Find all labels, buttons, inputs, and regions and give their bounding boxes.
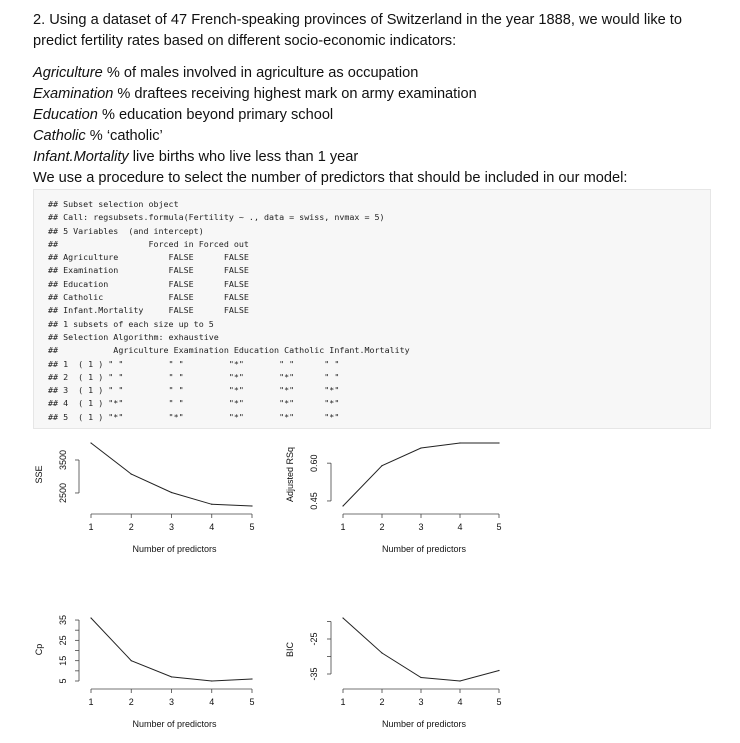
data-point bbox=[251, 505, 252, 506]
x-tick-label: 3 bbox=[168, 522, 175, 532]
x-tick-label: 1 bbox=[88, 697, 94, 707]
y-tick-label: 3500 bbox=[57, 449, 68, 471]
data-point bbox=[342, 505, 343, 506]
code-line: ## Call: regsubsets.formula(Fertility ~ ., data = swiss, nvmax = 5) bbox=[48, 212, 385, 223]
code-output-block bbox=[33, 189, 711, 429]
y-tick-label: 0.60 bbox=[308, 454, 319, 472]
data-point bbox=[381, 652, 382, 653]
y-tick-label: 0.45 bbox=[308, 492, 319, 510]
code-line: ## 1 ( 1 ) " " " " "*" " " " " bbox=[48, 358, 340, 369]
variable-catholic bbox=[33, 126, 477, 147]
data-point bbox=[211, 680, 212, 681]
variable-education bbox=[33, 105, 477, 126]
code-line: ## Education FALSE FALSE bbox=[48, 278, 249, 289]
y-axis-label: SSE bbox=[34, 465, 44, 484]
code-line: ## 1 subsets of each size up to 5 bbox=[48, 318, 214, 329]
code-line: ## Subset selection object bbox=[48, 199, 179, 209]
data-point bbox=[381, 465, 382, 466]
x-tick-label: 1 bbox=[340, 697, 346, 707]
y-tick-label: -35 bbox=[309, 667, 319, 681]
data-point bbox=[171, 676, 172, 677]
code-line: ## 3 ( 1 ) " " " " "*" "*" "*" bbox=[48, 385, 340, 396]
x-tick-label: 1 bbox=[88, 522, 94, 532]
variable-desc: % of males involved in agriculture as occupation bbox=[102, 65, 419, 81]
data-point bbox=[459, 680, 460, 681]
data-point bbox=[498, 442, 499, 443]
x-tick-label: 2 bbox=[128, 697, 134, 707]
series-line bbox=[343, 618, 499, 681]
data-point bbox=[459, 442, 460, 443]
question-line-2: predict fertility rates based on different socio-economic indicators: bbox=[33, 33, 457, 49]
data-point bbox=[90, 617, 91, 618]
code-line: ## Examination FALSE FALSE bbox=[48, 265, 249, 276]
x-tick-label: 5 bbox=[249, 697, 255, 707]
x-tick-label: 1 bbox=[340, 522, 346, 532]
variable-list bbox=[33, 63, 477, 168]
x-tick-label: 2 bbox=[128, 522, 134, 532]
x-tick-label: 3 bbox=[168, 697, 175, 707]
x-tick-label: 5 bbox=[496, 522, 502, 532]
variable-desc: live births who live less than 1 year bbox=[128, 149, 359, 165]
x-tick-label: 2 bbox=[379, 697, 385, 707]
data-point bbox=[90, 442, 91, 443]
data-point bbox=[211, 504, 212, 505]
x-axis-label: Number of predictors bbox=[132, 544, 217, 554]
variable-name: Infant.Mortality bbox=[33, 149, 129, 165]
y-tick-label: 25 bbox=[57, 635, 68, 646]
data-point bbox=[131, 474, 132, 475]
x-tick-label: 3 bbox=[418, 697, 424, 707]
y-tick-label: 15 bbox=[57, 655, 68, 666]
variable-examination bbox=[33, 84, 477, 105]
code-line: ## Infant.Mortality FALSE FALSE bbox=[48, 305, 249, 316]
x-tick-label: 3 bbox=[418, 522, 424, 532]
x-tick-label: 4 bbox=[209, 522, 215, 532]
variable-infant-mortality bbox=[33, 147, 477, 168]
code-output bbox=[34, 190, 710, 424]
y-tick-label: 2500 bbox=[57, 482, 68, 504]
x-tick-label: 5 bbox=[496, 697, 502, 707]
x-tick-label: 2 bbox=[379, 522, 385, 532]
data-point bbox=[420, 447, 421, 448]
code-line: ## Selection Algorithm: exhaustive bbox=[48, 331, 219, 342]
code-line: ## 5 ( 1 ) "*" "*" "*" "*" "*" bbox=[48, 411, 340, 422]
x-tick-label: 4 bbox=[457, 522, 463, 532]
variable-name: Education bbox=[33, 107, 98, 123]
x-tick-label: 5 bbox=[249, 522, 255, 532]
variable-name: Examination bbox=[33, 86, 114, 102]
code-line: ## Forced in Forced out bbox=[48, 238, 249, 249]
code-line: ## Agriculture FALSE FALSE bbox=[48, 252, 249, 263]
variable-agriculture bbox=[33, 63, 477, 84]
data-point bbox=[498, 670, 499, 671]
x-axis-label: Number of predictors bbox=[381, 544, 467, 554]
x-tick-label: 4 bbox=[209, 697, 215, 707]
code-line: ## Catholic FALSE FALSE bbox=[48, 292, 249, 303]
y-tick-label: 35 bbox=[58, 614, 69, 626]
x-axis-label: Number of predictors bbox=[381, 719, 467, 729]
y-axis-label: Cp bbox=[34, 643, 44, 656]
y-tick-label: -25 bbox=[309, 632, 319, 646]
variable-name: Catholic bbox=[33, 128, 86, 144]
variable-name: Agriculture bbox=[33, 65, 103, 81]
code-line: ## 4 ( 1 ) "*" " " "*" "*" "*" bbox=[48, 398, 340, 409]
series-line bbox=[343, 443, 499, 506]
data-point bbox=[342, 617, 343, 618]
code-line: ## Agriculture Examination Education Catholic Infant.Mortality bbox=[48, 345, 410, 356]
variable-desc: % ‘catholic’ bbox=[85, 128, 163, 144]
x-tick-label: 4 bbox=[457, 697, 463, 707]
code-line: ## 2 ( 1 ) " " " " "*" "*" " " bbox=[48, 371, 340, 382]
variable-desc: % draftees receiving highest mark on army examination bbox=[113, 86, 477, 102]
variable-desc: % education beyond primary school bbox=[97, 107, 334, 123]
series-line bbox=[91, 443, 252, 506]
data-point bbox=[131, 660, 132, 661]
x-axis-label: Number of predictors bbox=[132, 719, 217, 729]
series-line bbox=[91, 618, 252, 681]
y-axis-label: Adjusted RSq bbox=[285, 446, 295, 503]
code-line: ## 5 Variables (and intercept) bbox=[48, 225, 204, 236]
question-line-1: 2. Using a dataset of 47 French-speaking provinces of Switzerland in the year 1888, we would like to bbox=[33, 12, 682, 28]
y-axis-label: BIC bbox=[285, 641, 295, 658]
intro-text: We use a procedure to select the number of predictors that should be included in our model: bbox=[33, 170, 628, 186]
data-point bbox=[251, 678, 252, 679]
data-point bbox=[171, 492, 172, 493]
y-tick-label: 5 bbox=[58, 678, 68, 684]
data-point bbox=[420, 677, 421, 678]
question-text bbox=[33, 10, 713, 52]
